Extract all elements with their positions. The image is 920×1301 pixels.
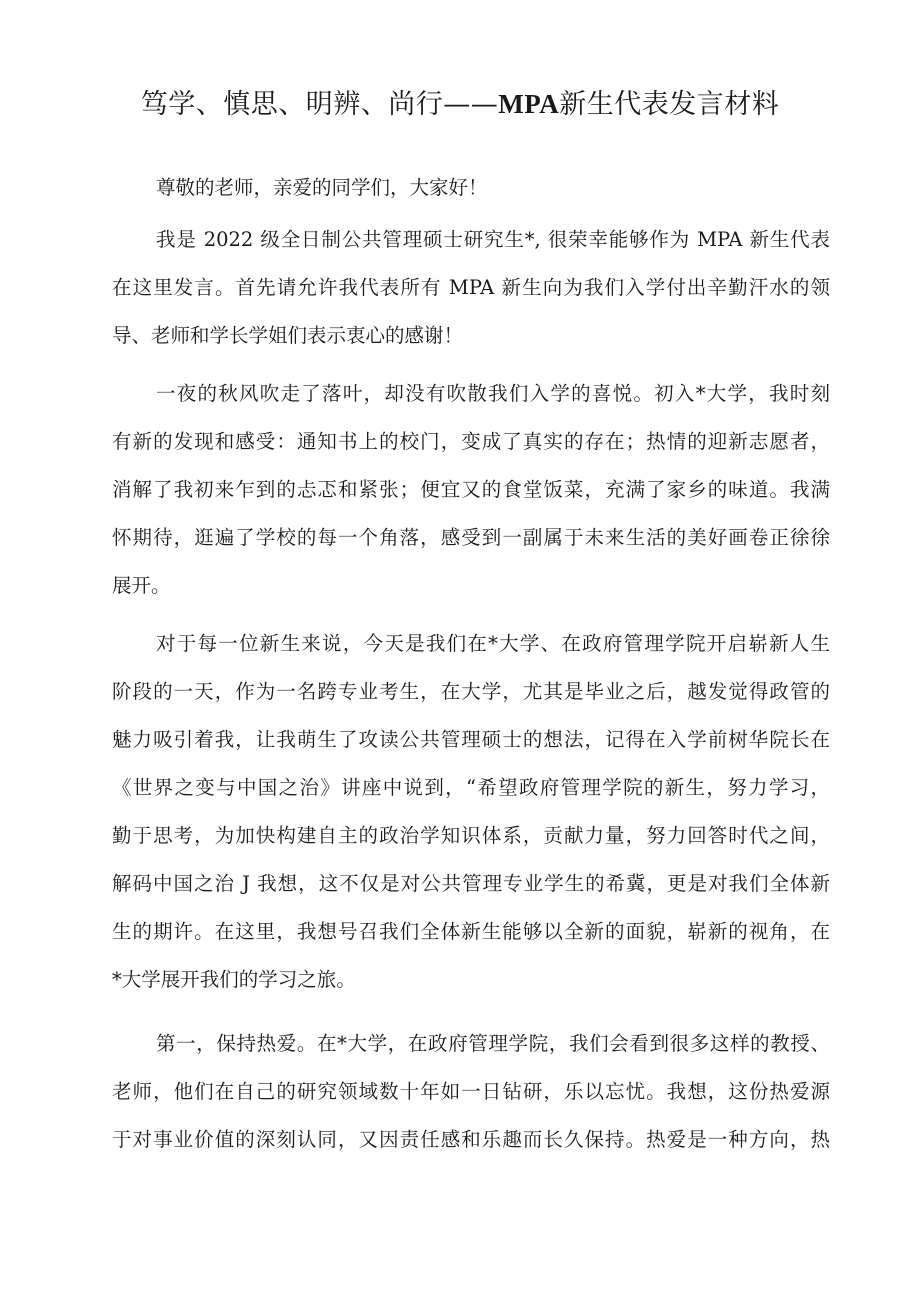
paragraph-line: 勤于思考，为加快构建自主的政治学知识体系，贡献力量，努力回答时代之间， [112, 824, 830, 847]
paragraph-line: 一夜的秋风吹走了落叶，却没有吹散我们入学的喜悦。初入*大学，我时刻 [156, 382, 830, 405]
paragraph-line: 于对事业价值的深刻认同，又因责任感和乐趣而长久保持。热爱是一种方向，热 [112, 1128, 830, 1151]
paragraph-introduction [112, 216, 830, 360]
paragraph-line: 导、老师和学长学姐们表示衷心的感谢！ [112, 324, 464, 347]
paragraph-line: 有新的发现和感受：通知书上的校门，变成了真实的存在；热情的迎新志愿者， [112, 430, 830, 453]
paragraph-line: 解码中国之治 J 我想，这不仅是对公共管理专业学生的希冀，更是对我们全体新 [112, 872, 830, 895]
paragraph-line: 老师，他们在自己的研究领域数十年如一日钻研，乐以忘忧。我想，这份热爱源 [112, 1080, 830, 1103]
paragraph-line: 对于每一位新生来说，今天是我们在*大学、在政府管理学院开启崭新人生 [156, 632, 830, 655]
title-text-part2: MPA [498, 89, 560, 119]
paragraph-line: 展开。 [112, 574, 171, 597]
paragraph-greeting [112, 164, 830, 212]
paragraph-line: 我是 2022 级全日制公共管理硕士研究生*, 很荣幸能够作为 MPA 新生代表 [156, 228, 830, 251]
title-text-part1: 笃学、慎思、明辨、尚行—— [140, 89, 499, 120]
paragraph-line: 怀期待，逛遍了学校的每一个角落，感受到一副属于未来生活的美好画卷正徐徐 [112, 526, 830, 549]
paragraph-line: 魅力吸引着我，让我萌生了攻读公共管理硕士的想法，记得在入学前树华院长在 [112, 728, 830, 751]
paragraph-line: 阶段的一天，作为一名跨专业考生，在大学，尤其是毕业之后，越发觉得政管的 [112, 680, 830, 703]
paragraph-keep-passion [112, 1020, 830, 1164]
title-text-part3: 新生代表发言材料 [559, 89, 780, 120]
paragraph-line: 在这里发言。首先请允许我代表所有 MPA 新生向为我们入学付出辛勤汗水的领 [112, 276, 830, 299]
paragraph-line: 第一，保持热爱。在*大学，在政府管理学院，我们会看到很多这样的教授、 [156, 1032, 830, 1055]
paragraph-line: 《世界之变与中国之治》讲座中说到，“希望政府管理学院的新生，努力学习， [112, 776, 830, 799]
document-title [0, 84, 920, 125]
paragraph-line: 尊敬的老师，亲爱的同学们，大家好！ [156, 176, 488, 199]
paragraph-line: *大学展开我们的学习之旅。 [112, 968, 356, 991]
paragraph-autumn-arrival [112, 370, 830, 610]
paragraph-line: 生的期许。在这里，我想号召我们全体新生能够以全新的面貌，崭新的视角，在 [112, 920, 830, 943]
paragraph-new-stage [112, 620, 830, 1004]
paragraph-line: 消解了我初来乍到的忐忑和紧张；便宜又的食堂饭菜，充满了家乡的味道。我满 [112, 478, 830, 501]
